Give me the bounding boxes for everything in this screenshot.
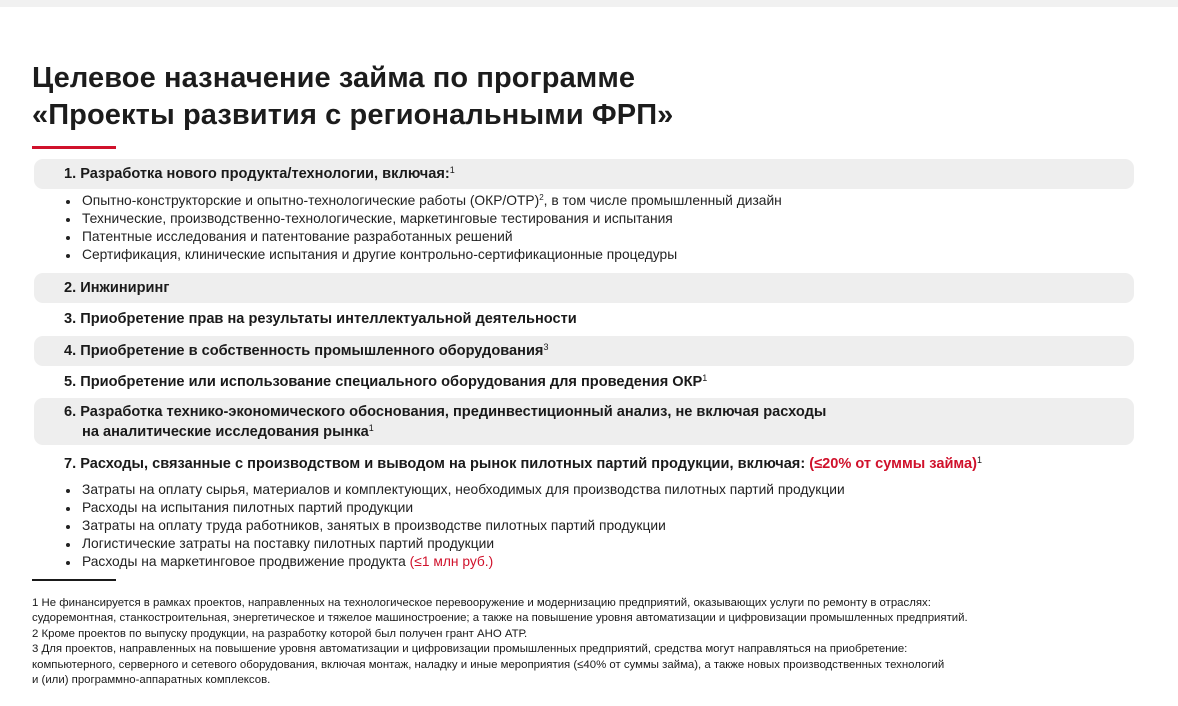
list-item-4 <box>64 342 548 360</box>
item-2-text: 2. Инжиниринг <box>64 280 170 296</box>
item-6-line-1: 6. Разработка технико-экономического обоснования, прединвестиционный анализ, не включая расходы <box>64 404 827 420</box>
list-item-6 <box>64 402 964 442</box>
list-item-1 <box>64 165 455 183</box>
item-6-sup: 1 <box>368 423 374 433</box>
bullet-text: Логистические затраты на поставку пилотных партий продукции <box>82 536 495 551</box>
list-item-2 <box>64 279 169 297</box>
bullet-text: Патентные исследования и патентование разработанных решений <box>82 229 513 244</box>
bullet-text: Опытно-конструкторские и опытно-технологические работы (ОКР/ОТР) <box>82 193 540 208</box>
bullet-item <box>64 535 845 553</box>
item-2-band <box>34 273 1134 303</box>
item-5-sup: 1 <box>702 373 708 383</box>
item-7-sup: 1 <box>977 455 983 465</box>
list-item-7 <box>64 455 982 473</box>
item-1-bullets <box>64 192 782 264</box>
bullet-item <box>64 553 845 571</box>
footnote-3-line-3: и (или) программно-аппаратных комплексов. <box>32 674 271 687</box>
item-7-text: 7. Расходы, связанные с производством и выводом на рынок пилотных партий продукции, включая: <box>64 456 806 472</box>
item-5-text: 5. Приобретение или использование специального оборудования для проведения ОКР <box>64 374 703 390</box>
bullet-limit: (≤1 млн руб.) <box>409 554 494 569</box>
footnote-1 <box>32 596 1162 627</box>
bullet-item <box>64 246 782 264</box>
footnotes <box>32 596 1162 688</box>
bullet-item <box>64 210 782 228</box>
bullet-item <box>64 228 782 246</box>
footnote-2 <box>32 627 1162 642</box>
bullet-text: Расходы на маркетинговое продвижение продукта <box>82 554 406 569</box>
footnote-1-line-1: 1 Не финансируется в рамках проектов, направленных на технологическое перевооружение и модернизацию предприятий, оказывающих услуги по ремонту в отраслях: <box>32 597 931 609</box>
item-4-text: 4. Приобретение в собственность промышленного оборудования <box>64 343 544 359</box>
item-1-text: 1. Разработка нового продукта/технологии, включая: <box>64 166 450 182</box>
top-bar <box>0 0 1178 7</box>
bullet-item <box>64 499 845 517</box>
footnote-3-line-2: компьютерного, серверного и сетевого оборудования, включая монтаж, наладку и иные мероприятия (≤40% от суммы займа), а также новых производственных технологий <box>32 658 945 671</box>
bullet-item <box>64 481 845 499</box>
bullet-sup: 2 <box>539 193 544 202</box>
bullet-text: Расходы на испытания пилотных партий продукции <box>82 500 414 515</box>
footnote-1-line-2: судоремонтная, станкостроительная, энергетическое и тяжелое машиностроение; а также на повышение уровня автоматизации и цифровизации промышленных предприятий. <box>32 612 968 625</box>
bullet-item <box>64 517 845 535</box>
item-7-limit: (≤20% от суммы займа) <box>809 456 978 472</box>
page-title <box>32 60 673 134</box>
footnote-2-text: 2 Кроме проектов по выпуску продукции, на разработку которой был получен грант АНО АТР. <box>32 627 528 640</box>
item-4-sup: 3 <box>543 342 549 352</box>
footnote-3-line-1: 3 Для проектов, направленных на повышение уровня автоматизации и цифровизации промышленных предприятий, средства могут направляться на приобретение: <box>32 643 908 656</box>
item-6-line-2: на аналитические исследования рынка <box>82 424 369 440</box>
footnote-3 <box>32 642 1162 688</box>
bullet-text: Технические, производственно-технологические, маркетинговые тестирования и испытания <box>82 211 673 226</box>
title-accent-underline <box>32 146 116 149</box>
bullet-text: Сертификация, клинические испытания и другие контрольно-сертификационные процедуры <box>82 247 678 262</box>
bullet-item <box>64 192 782 210</box>
list-item-3 <box>64 310 577 328</box>
item-3-text: 3. Приобретение прав на результаты интеллектуальной деятельности <box>64 311 577 327</box>
bullet-text: Затраты на оплату труда работников, занятых в производстве пилотных партий продукции <box>82 518 666 533</box>
bullet-tail: , в том числе промышленный дизайн <box>543 193 782 208</box>
item-1-sup: 1 <box>449 165 455 175</box>
title-line-1: Целевое назначение займа по программе <box>32 62 636 94</box>
list-item-5 <box>64 373 707 391</box>
footnote-divider <box>32 579 116 581</box>
title-line-2: «Проекты развития с региональными ФРП» <box>32 99 674 131</box>
bullet-text: Затраты на оплату сырья, материалов и комплектующих, необходимых для производства пилотных партий продукции <box>82 482 845 497</box>
item-7-bullets <box>64 481 845 571</box>
